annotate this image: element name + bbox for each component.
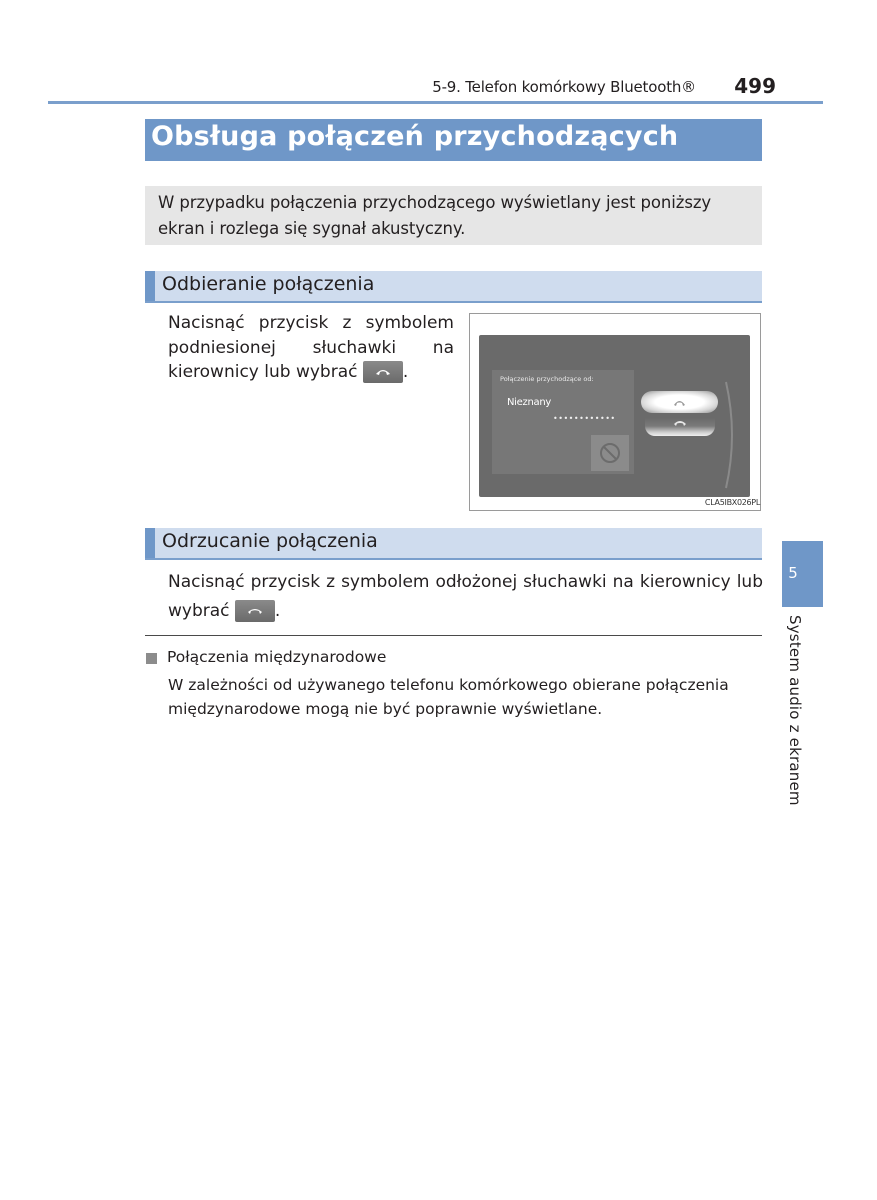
- screen-block-button: [591, 435, 629, 471]
- reject-punctuation: .: [274, 601, 281, 621]
- section-divider: [145, 635, 762, 636]
- chapter-number: 5: [788, 564, 798, 582]
- answer-instructions: [168, 311, 454, 385]
- answer-punctuation: .: [402, 362, 409, 382]
- image-reference-code: CLA5IBX026PL: [704, 498, 760, 507]
- screen-caption: Połączenie przychodzące od:: [500, 375, 594, 383]
- screen-answer-button: [641, 391, 718, 413]
- note-bullet-square: [146, 653, 157, 664]
- reject-instructions: [168, 568, 763, 626]
- phone-hangup-icon: [645, 418, 715, 436]
- answer-heading-bar: [145, 271, 762, 303]
- phone-pickup-icon: [375, 367, 391, 377]
- heading-accent: [145, 271, 155, 301]
- note-text: W zależności od używanego telefonu komórkowego obierane połączenia międzynarodowe mogą nie być poprawnie wyświetlane.: [168, 676, 729, 718]
- answer-heading: Odbieranie połączenia: [162, 273, 375, 295]
- phone-pickup-icon: [641, 391, 718, 413]
- answer-text: Nacisnąć przycisk z symbolem podniesionej słuchawki na kierownicy lub wybrać: [168, 313, 454, 382]
- header-rule: [48, 101, 823, 104]
- page-number: 499: [734, 74, 776, 98]
- block-icon: [591, 435, 629, 471]
- screen-caller-number: ••••••••••••: [553, 414, 616, 423]
- answer-button: [363, 361, 403, 383]
- note-title: Połączenia międzynarodowe: [167, 648, 387, 666]
- reject-button: [235, 600, 275, 622]
- reject-heading: Odrzucanie połączenia: [162, 530, 378, 552]
- screen-caller-name: Nieznany: [507, 397, 551, 408]
- running-header-section: 5-9. Telefon komórkowy Bluetooth®: [432, 78, 696, 96]
- screen-edge-arc: [724, 380, 738, 490]
- reject-heading-bar: [145, 528, 762, 560]
- page-title: Obsługa połączeń przychodzących: [151, 121, 679, 152]
- intro-text: W przypadku połączenia przychodzącego wyświetlany jest poniższy ekran i rozlega się sygnał akustyczny.: [158, 193, 712, 238]
- chapter-label: System audio z ekranem: [786, 615, 804, 806]
- reject-text: Nacisnąć przycisk z symbolem odłożonej słuchawki na kierownicy lub wybrać: [168, 572, 763, 621]
- screen-reject-button: [645, 418, 715, 436]
- phone-hangup-icon: [247, 606, 263, 616]
- heading-accent: [145, 528, 155, 558]
